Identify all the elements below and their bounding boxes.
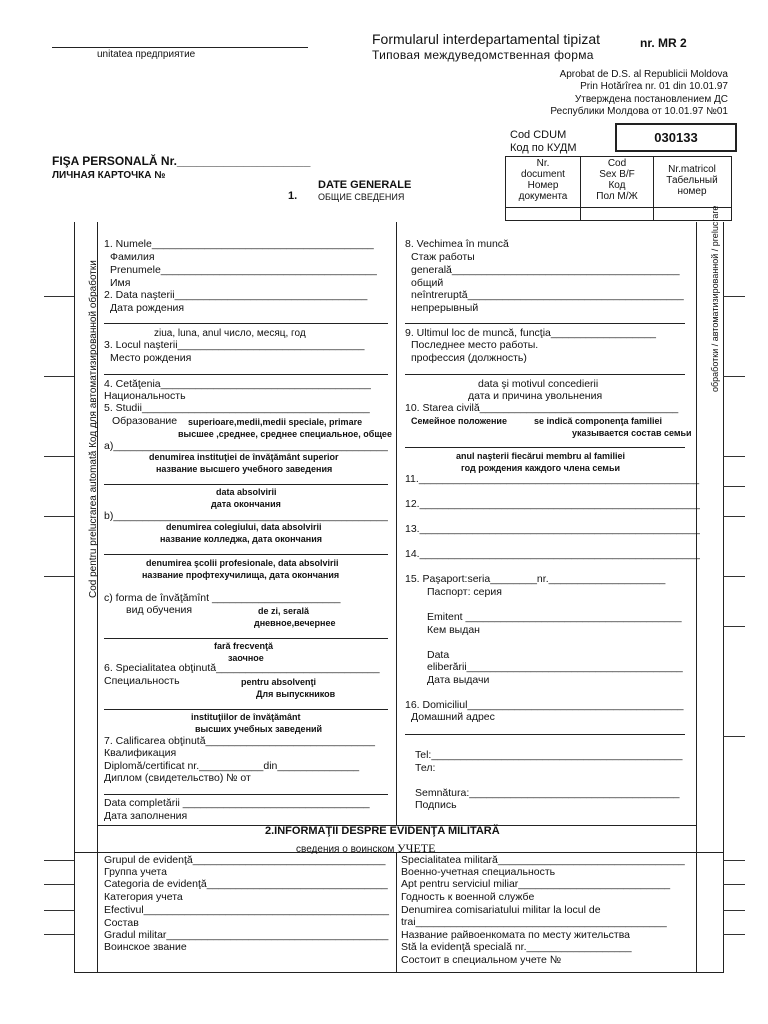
label-comisariat: Denumirea comisariatului militar la locul de	[401, 904, 601, 916]
hint-kolledj: название колледжа, дата окончания	[160, 534, 323, 544]
label-mesto-rojdenia: Место рождения	[110, 352, 192, 364]
label-semeinoe: Семейное положение	[411, 416, 507, 426]
field-gradul[interactable]: Gradul militar______________________________________	[104, 929, 389, 941]
hint-de-zi: de zi, serală	[258, 606, 310, 616]
field-apt-serviciu[interactable]: Apt pentru serviciul miliar__________________________	[401, 878, 671, 890]
label-kem-vydan: Кем выдан	[427, 624, 480, 636]
field-studii-b[interactable]: b)_______________________________________________	[104, 510, 388, 522]
hint-dnevnoe: дневное,вечернее	[254, 618, 336, 628]
code-box	[615, 123, 737, 152]
section1-ro: DATE GENERALE	[318, 179, 412, 191]
label-data: Data	[427, 649, 450, 661]
form-number: nr. MR 2	[640, 36, 687, 50]
field-diploma[interactable]: Diplomă/certificat nr.___________din______________	[104, 760, 360, 772]
field-efectivul[interactable]: Efectivul__________________________________________	[104, 904, 389, 916]
field-data-eliberarii[interactable]: eliberării_____________________________________	[427, 661, 683, 673]
hint-ptu: название профтехучилища, дата окончания	[142, 570, 340, 580]
field-forma-invatamint[interactable]: c) forma de învăţămînt ______________________	[104, 592, 341, 604]
label-obrazovanie: Образование	[112, 415, 178, 427]
label-staj: Стаж работы	[411, 251, 475, 263]
label-gruppa: Группа учета	[104, 866, 167, 878]
label-sostav: Состав	[104, 917, 139, 929]
hint-institutie: denumirea instituţiei de învăţământ superior	[149, 452, 339, 462]
field-emitent[interactable]: Emitent _____________________________________	[427, 611, 682, 623]
hint-date-format: ziua, luna, anul число, месяц, год	[154, 328, 306, 339]
hint-sostav: указывается состав семьи	[572, 428, 692, 438]
col-sex: Cod Sex B/F Код Пол М/Ж	[596, 158, 638, 202]
hint-studii-ro: superioare,medii,medii speciale, primare	[188, 417, 363, 427]
section1-num: 1.	[288, 190, 298, 202]
field-evidenta-speciala[interactable]: Stă la evidenţă specială nr.__________________	[401, 941, 632, 953]
field-domiciliul[interactable]: 16. Domiciliul_____________________________________	[405, 699, 684, 711]
hint-vysshih: высших учебных заведений	[195, 724, 323, 734]
field-pasaport[interactable]: 15. Paşaport:seria________nr.____________________	[405, 573, 666, 585]
label-godnost: Годность к военной службе	[401, 891, 535, 903]
field-13[interactable]: 13.________________________________________________	[405, 523, 700, 535]
field-data-nasterii[interactable]: 2. Data naşterii_________________________________	[104, 289, 368, 301]
field-tel[interactable]: Tel:___________________________________________	[415, 749, 683, 761]
title-ro: FIŞA PERSONALĂ Nr.____________________	[52, 154, 311, 168]
hint-componenta: se indică componenţa familiei	[534, 416, 663, 426]
field-trai[interactable]: trai___________________________________________	[401, 916, 667, 928]
label-vid-obuchenia: вид обучения	[126, 604, 193, 616]
unit-underline	[52, 47, 308, 48]
field-starea-civila[interactable]: 10. Starea civilă__________________________________	[405, 402, 679, 414]
label-professia: профессия (должность)	[411, 352, 527, 364]
cod-kudm: Код по КУДМ	[510, 142, 577, 154]
field-grupul[interactable]: Grupul de evidenţă_________________________________	[104, 854, 386, 866]
label-podpis: Подпись	[415, 799, 457, 811]
approval-4: Республики Молдова от 10.01.97 №01	[550, 106, 728, 117]
field-specialitatea[interactable]: 6. Specialitatea obţinută____________________________	[104, 662, 380, 674]
label-vus: Военно-учетная специальность	[401, 866, 556, 878]
approval-3: Утверждена постановлением ДС	[574, 94, 728, 105]
label-data-vydachi: Дата выдачи	[427, 674, 490, 686]
field-categoria[interactable]: Categoria de evidenţă_______________________________	[104, 878, 388, 890]
label-voinskoe-zvanie: Воинское звание	[104, 941, 187, 953]
code-value: 030133	[654, 130, 698, 145]
approval-1: Aprobat de D.S. al Republicii Moldova	[559, 69, 728, 80]
field-specialitatea-militara[interactable]: Specialitatea militară________________________________	[401, 854, 685, 866]
hint-concediere: data şi motivul concedierii	[478, 378, 599, 390]
field-locul-nasterii[interactable]: 3. Locul naşterii________________________________	[104, 339, 365, 351]
hint-data-okonchania: дата окончания	[211, 499, 281, 509]
field-numele[interactable]: 1. Numele______________________________________	[104, 238, 374, 250]
label-data-zapolnenia: Дата заполнения	[104, 810, 188, 822]
label-vechimea: 8. Vechimea în muncă	[405, 238, 509, 250]
hint-anul-nasterii: anul naşterii fiecărui membru al familiei	[456, 451, 626, 461]
section2-title-ru: сведения о воинском УЧЕТЕ	[296, 841, 436, 855]
hint-absolventi: pentru absolvenţi	[241, 677, 317, 687]
field-studii-a[interactable]: a)_______________________________________________	[104, 440, 388, 452]
label-raivoenkomat: Название райвоенкомата по месту жительства	[401, 929, 631, 941]
hint-data-absolvirii: data absolvirii	[216, 487, 277, 497]
hint-scoala: denumirea şcolii profesionale, data absolvirii	[146, 558, 339, 568]
hint-institutiilor: instituţiilor de învăţământ	[191, 712, 301, 722]
field-11[interactable]: 11.________________________________________________	[405, 473, 700, 485]
hint-studii-ru: высшее ,среднее, среднее специальное, общее	[178, 429, 392, 439]
label-obshiy: общий	[411, 277, 444, 289]
hint-zaochnoe: заочное	[228, 653, 264, 663]
col-document: Nr. document Номер документа	[518, 158, 568, 202]
field-generala[interactable]: generală_______________________________________	[411, 264, 680, 276]
label-specialnost: Специальность	[104, 675, 180, 687]
form-title-ro: Formularul interdepartamental tipizat	[372, 31, 600, 47]
field-semnatura[interactable]: Semnătura:____________________________________	[415, 787, 680, 799]
label-poslednee-mesto: Последнее место работы.	[411, 339, 539, 351]
hint-god-rojdenia: год рождения каждого члена семьи	[461, 463, 621, 473]
section2-title-ro: 2.INFORMAŢII DESPRE EVIDENŢA MILITARĂ	[265, 825, 500, 837]
field-prenumele[interactable]: Prenumele_____________________________________	[110, 264, 377, 276]
col-matricol: Nr.matricol Табельный номер	[666, 164, 718, 197]
field-ultimul-loc[interactable]: 9. Ultimul loc de muncă, funcţia__________________	[405, 327, 657, 339]
label-nepreryvnyi: непрерывный	[411, 302, 479, 314]
vertical-code-left: Cod pentru prelucrarea automată Код для автоматизированной обработки	[88, 260, 99, 598]
title-ru: ЛИЧНАЯ КАРТОЧКА №	[52, 170, 166, 181]
form-title-ru: Типовая междуведомственная форма	[372, 48, 594, 62]
field-studii[interactable]: 5. Studii_______________________________________	[104, 402, 370, 414]
field-calificarea[interactable]: 7. Calificarea obţinută_____________________________	[104, 735, 375, 747]
hint-vuz: название высшего учебного заведения	[156, 464, 333, 474]
label-kvalifikatsia: Квалификация	[104, 747, 177, 759]
vertical-code-right: обработки / автоматизированной / prelucrare	[710, 205, 720, 392]
label-kategoria: Категория учета	[104, 891, 183, 903]
label-nationalnost: Национальность	[104, 390, 186, 402]
cod-cdum: Cod CDUM	[510, 129, 567, 141]
hint-vypusknikov: Для выпускников	[256, 689, 336, 699]
label-tel: Тел:	[415, 762, 436, 774]
label-data-rojdenia: Дата рождения	[110, 302, 185, 314]
field-cetatenia[interactable]: 4. Cetăţenia____________________________________	[104, 378, 371, 390]
section1-ru: ОБЩИЕ СВЕДЕНИЯ	[318, 192, 405, 202]
approval-2: Prin Hotărîrea nr. 01 din 10.01.97	[580, 81, 728, 92]
label-familia: Фамилия	[110, 251, 155, 263]
field-neintrerupta[interactable]: neîntreruptă_____________________________________	[411, 289, 684, 301]
label-domashniy-adres: Домашний адрес	[411, 711, 495, 723]
hint-uvolnenie: дата и причина увольнения	[468, 390, 603, 402]
field-12[interactable]: 12.________________________________________________	[405, 498, 700, 510]
label-specialnyi-uchet: Состоит в специальном учете №	[401, 954, 562, 966]
field-data-completarii[interactable]: Data completării ________________________________	[104, 797, 370, 809]
hint-fara-frecventa: fară frecvenţă	[214, 641, 274, 651]
field-14[interactable]: 14.________________________________________________	[405, 548, 700, 560]
hint-colegiu: denumirea colegiului, data absolvirii	[166, 522, 322, 532]
label-diplom: Диплом (свидетельство) № от	[104, 772, 251, 784]
unit-label: unitatea предприятие	[97, 49, 196, 60]
label-pasport: Паспорт: серия	[427, 586, 502, 598]
label-imia: Имя	[110, 277, 131, 289]
